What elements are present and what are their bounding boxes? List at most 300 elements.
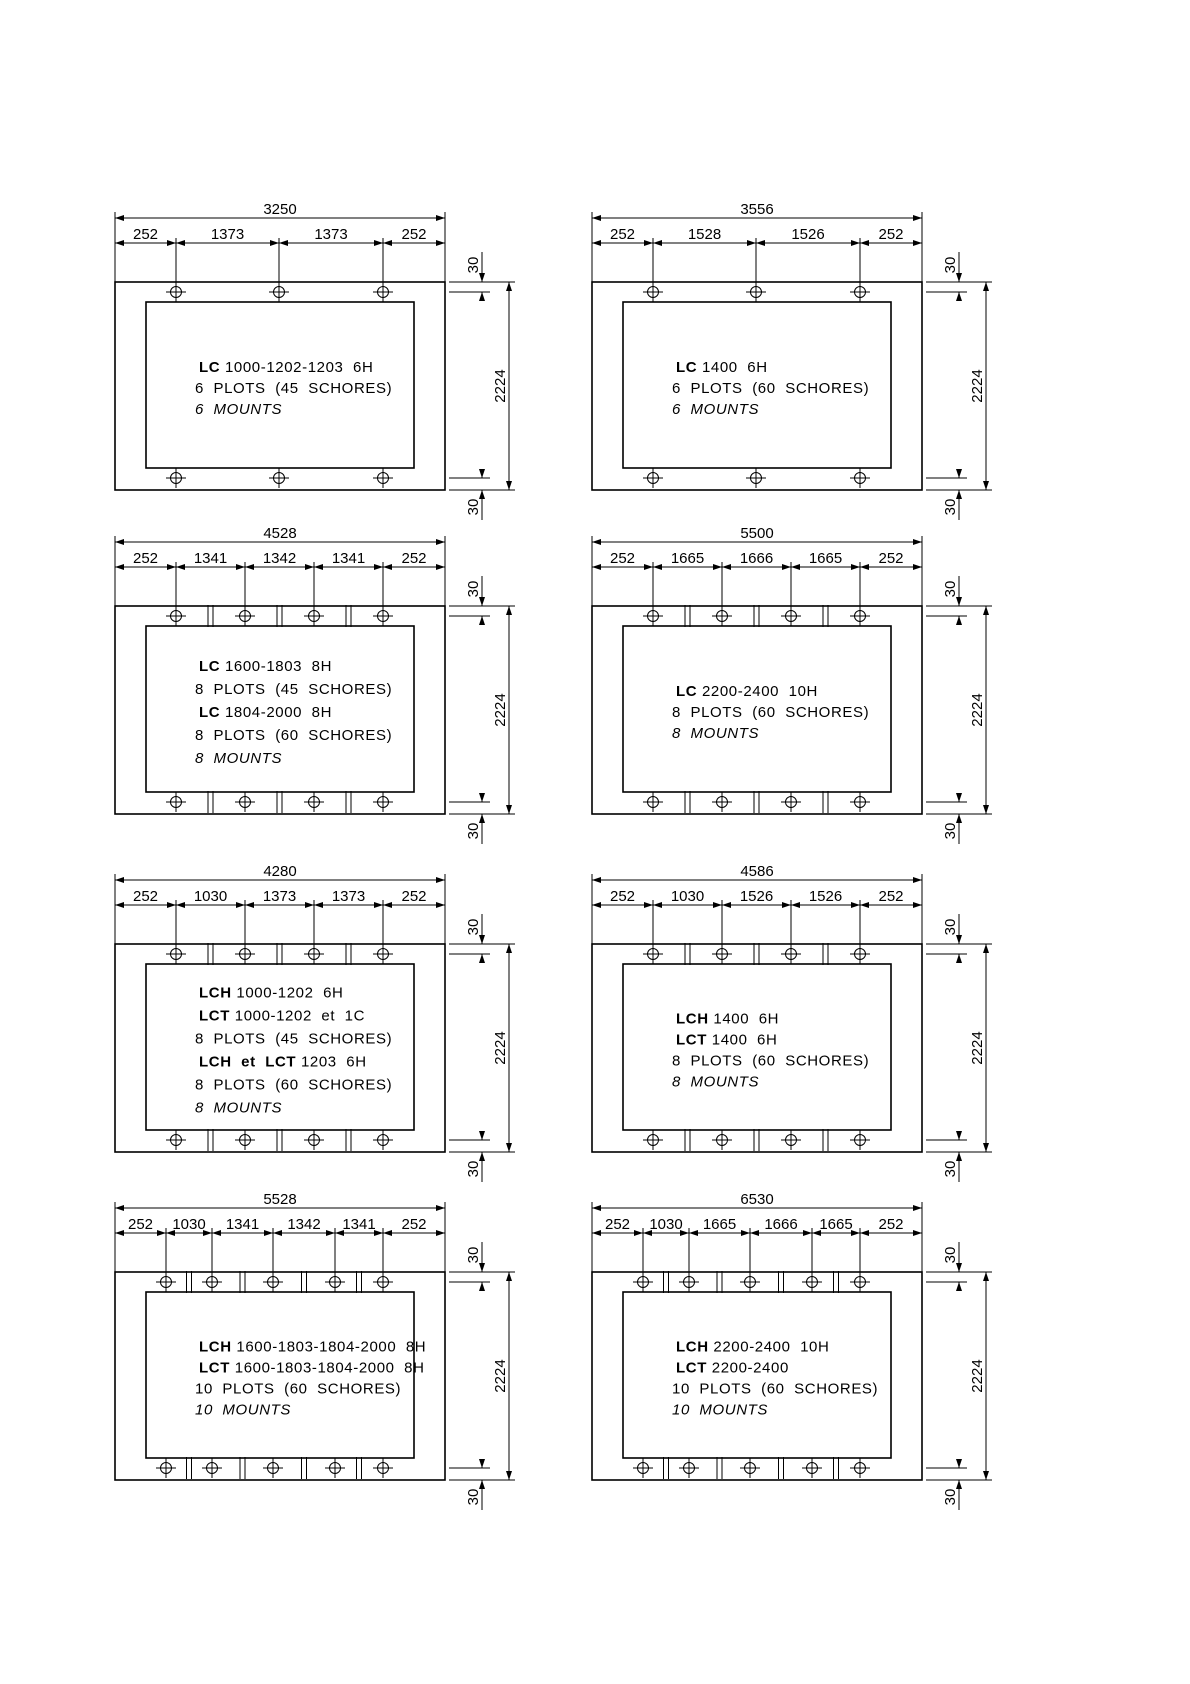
label-line — [672, 1053, 869, 1070]
arrowhead — [436, 902, 445, 908]
arrowhead — [860, 564, 869, 570]
total-width-value: 5528 — [263, 1191, 297, 1208]
break-mark — [685, 943, 690, 965]
mount-hole — [712, 792, 732, 812]
label-line — [676, 359, 768, 376]
label-line — [195, 1077, 392, 1094]
segment-width-value: 252 — [132, 550, 159, 567]
arrowhead — [956, 1282, 962, 1291]
break-mark — [823, 791, 828, 813]
label-text: 1400 6H — [713, 1010, 780, 1028]
mount-hole — [850, 468, 870, 488]
label-text: 1000-1202 6H — [236, 984, 344, 1002]
mount-hole — [679, 1458, 699, 1478]
break-mark — [779, 1457, 784, 1479]
break-mark — [208, 605, 213, 627]
mount-hole — [802, 1272, 822, 1292]
mount-hole — [304, 606, 324, 626]
arrowhead — [983, 1143, 989, 1152]
edge-distance-top-value: 30 — [942, 580, 959, 598]
label-text: 6 PLOTS (60 SCHORES) — [672, 380, 870, 397]
mount-hole — [156, 1272, 176, 1292]
arrowhead — [913, 215, 922, 221]
edge-distance-top-value: 30 — [942, 256, 959, 274]
mount-hole — [373, 792, 393, 812]
arrowhead — [305, 902, 314, 908]
arrowhead — [479, 490, 485, 499]
arrowhead — [803, 1230, 812, 1236]
segment-width-value: 1373 — [262, 888, 297, 905]
mount-hole — [643, 468, 663, 488]
mount-hole — [850, 282, 870, 302]
mount-hole — [746, 282, 766, 302]
segment-width-value: 252 — [878, 888, 904, 905]
mount-hole — [373, 944, 393, 964]
mount-hole — [166, 468, 186, 488]
arrowhead — [479, 469, 485, 478]
height-value: 2224 — [969, 693, 986, 727]
break-mark — [187, 1457, 192, 1479]
mount-hole — [740, 1458, 760, 1478]
segment-width-value: 1373 — [314, 226, 348, 243]
drawing-panel-4 — [592, 525, 992, 844]
arrowhead — [592, 539, 601, 545]
segment-width-value: 1526 — [808, 888, 843, 905]
mount-hole — [325, 1458, 345, 1478]
break-mark — [208, 1129, 213, 1151]
arrowhead — [722, 564, 731, 570]
label-line — [199, 985, 343, 1002]
arrowhead — [326, 1230, 335, 1236]
mounts-count: 8 MOUNTS — [195, 1099, 283, 1117]
arrowhead — [634, 1230, 643, 1236]
mount-hole — [166, 944, 186, 964]
label-text: 1400 6H — [701, 359, 768, 376]
arrowhead — [644, 902, 653, 908]
model-type: LCH — [199, 984, 232, 1002]
label-line — [672, 380, 869, 397]
break-mark — [208, 943, 213, 965]
total-width-value: 4528 — [263, 525, 297, 542]
label-text: 2200-2400 10H — [713, 1338, 830, 1356]
segment-width-value: 1665 — [819, 1216, 853, 1233]
mount-hole — [781, 944, 801, 964]
model-type: LCT — [199, 1359, 230, 1377]
label-line — [195, 750, 282, 767]
arrowhead — [506, 805, 512, 814]
arrowhead — [115, 215, 124, 221]
arrowhead — [956, 1131, 962, 1140]
break-mark — [302, 1271, 307, 1293]
arrowhead — [245, 902, 254, 908]
edge-distance-bottom-value: 30 — [465, 498, 482, 516]
arrowhead — [592, 1205, 601, 1211]
arrowhead — [956, 273, 962, 282]
arrowhead — [956, 490, 962, 499]
break-mark — [685, 1129, 690, 1151]
break-mark — [754, 1129, 759, 1151]
mount-hole — [235, 606, 255, 626]
segment-width-value: 1528 — [687, 226, 722, 243]
arrowhead — [436, 564, 445, 570]
label-line — [195, 681, 392, 698]
mount-hole — [373, 468, 393, 488]
total-width-value: 5500 — [740, 525, 774, 542]
arrowhead — [245, 564, 254, 570]
label-text: 8 PLOTS (60 SCHORES) — [195, 727, 393, 744]
edge-distance-top-value: 30 — [465, 1246, 482, 1264]
arrowhead — [506, 1471, 512, 1480]
arrowhead — [750, 1230, 759, 1236]
arrowhead — [851, 902, 860, 908]
label-line — [672, 1074, 759, 1091]
arrowhead — [157, 1230, 166, 1236]
segment-width-value: 1666 — [739, 550, 774, 567]
break-mark — [754, 791, 759, 813]
arrowhead — [956, 469, 962, 478]
arrowhead — [383, 240, 392, 246]
label-line — [195, 1100, 282, 1117]
arrowhead — [270, 240, 279, 246]
mount-hole — [643, 282, 663, 302]
arrowhead — [436, 539, 445, 545]
mount-hole — [712, 1130, 732, 1150]
arrowhead — [436, 215, 445, 221]
height-value: 2224 — [492, 1359, 509, 1393]
mount-hole — [269, 282, 289, 302]
arrowhead — [644, 240, 653, 246]
segment-width-value: 252 — [878, 1216, 904, 1233]
arrowhead — [305, 564, 314, 570]
label-line — [672, 401, 759, 418]
mount-hole — [373, 1272, 393, 1292]
mount-hole — [235, 792, 255, 812]
arrowhead — [383, 564, 392, 570]
break-mark — [664, 1271, 669, 1293]
label-line — [195, 401, 282, 418]
arrowhead — [167, 240, 176, 246]
model-type: LC — [199, 359, 221, 376]
arrowhead — [592, 215, 601, 221]
arrowhead — [956, 597, 962, 606]
label-text: 1000-1202 et 1C — [234, 1007, 366, 1025]
segment-width-value: 1341 — [342, 1216, 376, 1233]
break-mark — [240, 1457, 245, 1479]
label-line — [672, 1402, 768, 1419]
break-mark — [240, 1271, 245, 1293]
mount-hole — [304, 792, 324, 812]
break-mark — [779, 1271, 784, 1293]
label-line — [676, 1360, 789, 1377]
arrowhead — [176, 240, 185, 246]
label-line — [676, 1011, 779, 1028]
segment-width-value: 1665 — [808, 550, 843, 567]
mount-hole — [679, 1272, 699, 1292]
height-value: 2224 — [969, 1031, 986, 1065]
label-line — [199, 1360, 425, 1377]
break-mark — [685, 791, 690, 813]
mount-hole — [712, 944, 732, 964]
label-text: 6 PLOTS (45 SCHORES) — [195, 380, 393, 397]
arrowhead — [436, 1230, 445, 1236]
label-line — [676, 1339, 829, 1356]
label-text: 1600-1803 8H — [224, 658, 333, 675]
edge-distance-top-value: 30 — [465, 580, 482, 598]
segment-width-value: 1526 — [739, 888, 774, 905]
mount-hole — [643, 944, 663, 964]
model-type: LC — [676, 359, 698, 376]
mount-hole — [373, 606, 393, 626]
segment-width-value: 1030 — [649, 1216, 683, 1233]
mount-hole — [643, 606, 663, 626]
model-type: LCH — [676, 1338, 709, 1356]
arrowhead — [956, 954, 962, 963]
total-width-value: 4586 — [740, 863, 774, 880]
arrowhead — [592, 1230, 601, 1236]
mount-hole — [643, 792, 663, 812]
model-type: LCT — [676, 1359, 707, 1377]
arrowhead — [756, 240, 765, 246]
height-value: 2224 — [969, 369, 986, 403]
segment-width-value: 1342 — [262, 550, 297, 567]
segment-width-value: 1341 — [331, 550, 366, 567]
break-mark — [277, 943, 282, 965]
mount-hole — [633, 1272, 653, 1292]
break-mark — [754, 605, 759, 627]
label-line — [199, 1054, 367, 1071]
arrowhead — [374, 240, 383, 246]
model-type: LCH — [676, 1010, 709, 1028]
arrowhead — [913, 877, 922, 883]
arrowhead — [115, 539, 124, 545]
arrowhead — [436, 1205, 445, 1211]
mount-hole — [850, 792, 870, 812]
arrowhead — [479, 954, 485, 963]
segment-width-value: 1030 — [172, 1216, 206, 1233]
arrowhead — [592, 240, 601, 246]
segment-width-value: 252 — [604, 1216, 631, 1233]
arrowhead — [913, 1205, 922, 1211]
break-mark — [823, 943, 828, 965]
arrowhead — [860, 1230, 869, 1236]
total-width-value: 4280 — [263, 863, 297, 880]
height-value: 2224 — [969, 1359, 986, 1393]
segment-width-value: 252 — [401, 550, 427, 567]
break-mark — [277, 791, 282, 813]
break-mark — [823, 1129, 828, 1151]
mounts-count: 8 MOUNTS — [672, 1073, 760, 1091]
break-mark — [346, 943, 351, 965]
edge-distance-top-value: 30 — [942, 1246, 959, 1264]
label-line — [195, 1031, 392, 1048]
arrowhead — [383, 902, 392, 908]
mount-hole — [781, 792, 801, 812]
mount-hole — [850, 944, 870, 964]
arrowhead — [115, 564, 124, 570]
segment-width-value: 1665 — [670, 550, 705, 567]
segment-width-value: 1342 — [287, 1216, 321, 1233]
break-mark — [664, 1457, 669, 1479]
mounts-count: 8 MOUNTS — [672, 725, 760, 742]
segment-width-value: 1030 — [670, 888, 705, 905]
label-line — [199, 704, 332, 721]
total-width-value: 3556 — [740, 201, 774, 218]
mount-hole — [304, 1130, 324, 1150]
arrowhead — [653, 240, 662, 246]
segment-width-value: 1341 — [225, 1216, 260, 1233]
arrowhead — [115, 240, 124, 246]
mount-hole — [263, 1458, 283, 1478]
arrowhead — [314, 564, 323, 570]
break-mark — [357, 1457, 362, 1479]
segment-width-value: 1373 — [210, 226, 245, 243]
segment-width-value: 252 — [132, 888, 159, 905]
arrowhead — [722, 902, 731, 908]
arrowhead — [592, 877, 601, 883]
mount-hole — [643, 1130, 663, 1150]
label-text: 8 PLOTS (60 SCHORES) — [672, 1052, 870, 1070]
mount-hole — [166, 282, 186, 302]
arrowhead — [791, 564, 800, 570]
label-text: 8 PLOTS (60 SCHORES) — [195, 1076, 393, 1094]
drawing-panel-2 — [592, 201, 992, 520]
arrowhead — [983, 805, 989, 814]
drawing-panel-6 — [592, 863, 992, 1182]
break-mark — [346, 605, 351, 627]
arrowhead — [860, 902, 869, 908]
label-text: 1203 6H — [300, 1053, 367, 1071]
edge-distance-top-value: 30 — [465, 256, 482, 274]
drawing-panel-1 — [115, 201, 515, 520]
segment-width-value: 1373 — [331, 888, 366, 905]
model-type: LCH et LCT — [199, 1053, 297, 1071]
mount-hole — [712, 606, 732, 626]
mount-hole — [304, 944, 324, 964]
mount-hole — [850, 606, 870, 626]
arrowhead — [956, 1480, 962, 1489]
model-type: LC — [199, 704, 221, 721]
segment-width-value: 252 — [401, 1216, 427, 1233]
arrowhead — [236, 564, 245, 570]
mounts-count: 6 MOUNTS — [672, 401, 760, 418]
arrowhead — [860, 240, 869, 246]
segment-width-value: 1030 — [193, 888, 228, 905]
segment-width-value: 252 — [609, 226, 636, 243]
arrowhead — [913, 1230, 922, 1236]
arrowhead — [115, 902, 124, 908]
break-mark — [346, 791, 351, 813]
label-text: 2200-2400 10H — [701, 683, 818, 700]
arrowhead — [983, 1272, 989, 1281]
segment-width-value: 1341 — [193, 550, 228, 567]
arrowhead — [212, 1230, 221, 1236]
arrowhead — [479, 1282, 485, 1291]
arrowhead — [983, 944, 989, 953]
label-text: 8 PLOTS (45 SCHORES) — [195, 1030, 393, 1048]
mount-hole — [850, 1272, 870, 1292]
segment-width-value: 252 — [401, 226, 427, 243]
label-line — [195, 1402, 291, 1419]
arrowhead — [713, 902, 722, 908]
arrowhead — [115, 877, 124, 883]
model-type: LCT — [676, 1031, 707, 1049]
mount-hole — [373, 282, 393, 302]
mount-hole — [781, 1130, 801, 1150]
arrowhead — [956, 1459, 962, 1468]
arrowhead — [956, 292, 962, 301]
arrowhead — [506, 282, 512, 291]
segment-width-value: 1526 — [791, 226, 825, 243]
label-text: 8 PLOTS (45 SCHORES) — [195, 681, 393, 698]
arrowhead — [791, 902, 800, 908]
arrowhead — [913, 539, 922, 545]
mount-hole — [633, 1458, 653, 1478]
label-line — [195, 380, 392, 397]
arrowhead — [983, 481, 989, 490]
height-value: 2224 — [492, 369, 509, 403]
arrowhead — [956, 616, 962, 625]
break-mark — [187, 1271, 192, 1293]
mount-hole — [269, 468, 289, 488]
label-line — [672, 725, 759, 742]
height-value: 2224 — [492, 1031, 509, 1065]
edge-distance-bottom-value: 30 — [942, 822, 959, 840]
arrowhead — [176, 564, 185, 570]
arrowhead — [506, 481, 512, 490]
edge-distance-bottom-value: 30 — [942, 498, 959, 516]
mounts-count: 6 MOUNTS — [195, 401, 283, 418]
arrowhead — [374, 902, 383, 908]
segment-width-value: 1665 — [702, 1216, 737, 1233]
segment-width-value: 252 — [609, 550, 636, 567]
arrowhead — [479, 1263, 485, 1272]
arrowhead — [479, 1459, 485, 1468]
arrowhead — [506, 1272, 512, 1281]
edge-distance-bottom-value: 30 — [942, 1160, 959, 1178]
break-mark — [346, 1129, 351, 1151]
model-type: LCH — [199, 1338, 232, 1356]
arrowhead — [167, 902, 176, 908]
drawing-panel-7 — [115, 1191, 515, 1510]
arrowhead — [956, 1263, 962, 1272]
label-line — [676, 1032, 777, 1049]
arrowhead — [314, 902, 323, 908]
arrowhead — [782, 902, 791, 908]
label-line — [195, 727, 392, 744]
arrowhead — [479, 597, 485, 606]
label-line — [199, 1339, 426, 1356]
segment-width-value: 252 — [878, 550, 904, 567]
edge-distance-bottom-value: 30 — [465, 1488, 482, 1506]
arrowhead — [741, 1230, 750, 1236]
mount-hole — [235, 944, 255, 964]
label-line — [676, 683, 818, 700]
arrowhead — [479, 1480, 485, 1489]
arrowhead — [479, 292, 485, 301]
arrowhead — [479, 793, 485, 802]
mounts-count: 10 MOUNTS — [672, 1401, 769, 1419]
label-text: 10 PLOTS (60 SCHORES) — [672, 1380, 879, 1398]
arrowhead — [374, 564, 383, 570]
arrowhead — [689, 1230, 698, 1236]
mount-hole — [373, 1130, 393, 1150]
arrowhead — [913, 564, 922, 570]
segment-width-value: 252 — [401, 888, 427, 905]
arrowhead — [176, 902, 185, 908]
label-line — [199, 359, 373, 376]
arrowhead — [236, 902, 245, 908]
mount-hole — [166, 792, 186, 812]
